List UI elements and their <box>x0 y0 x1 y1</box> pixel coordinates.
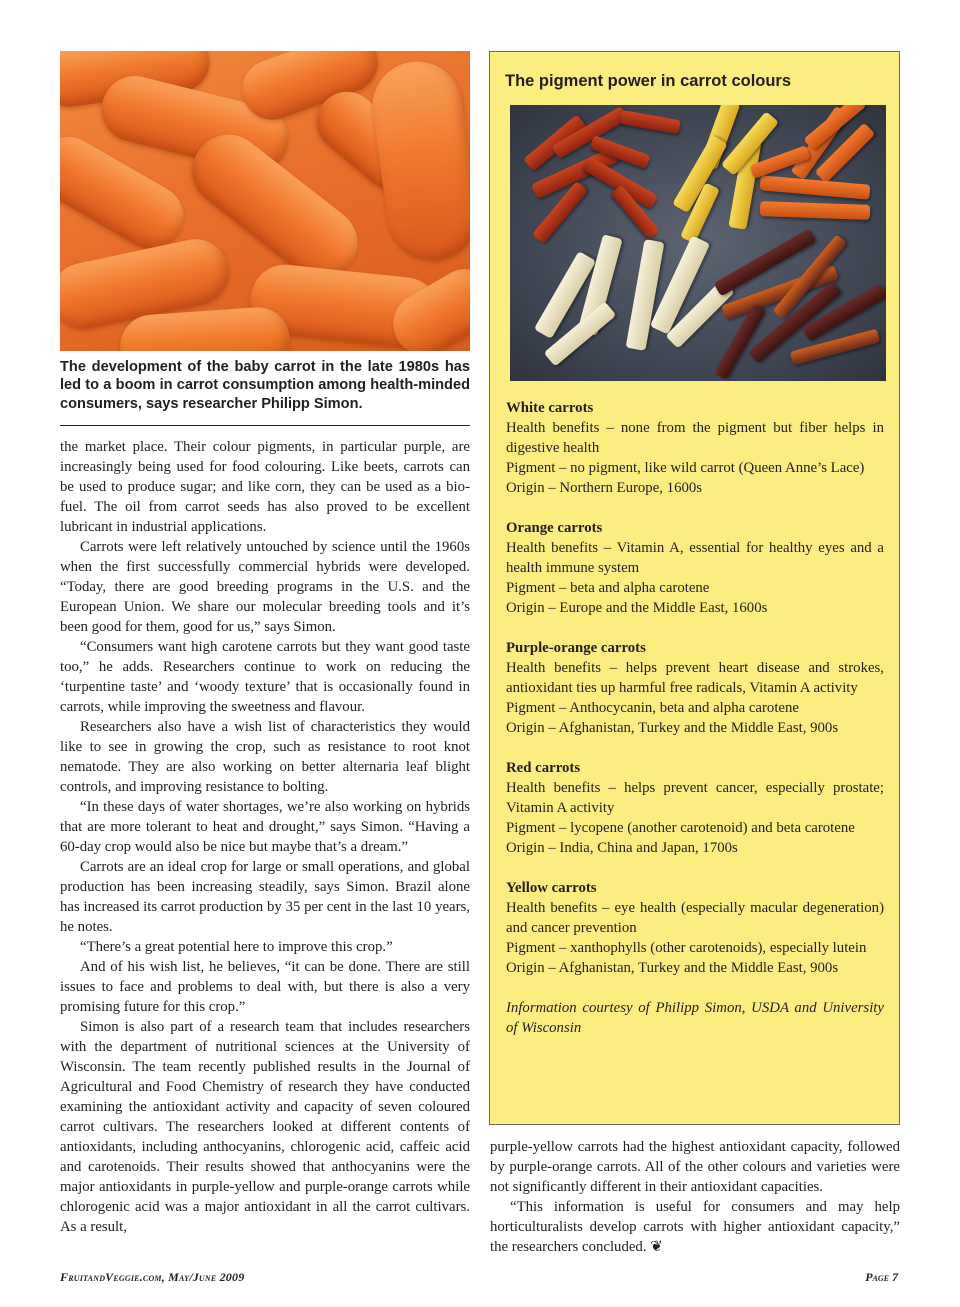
paragraph: purple-yellow carrots had the highest antioxidant capacity, followed by purple-orange carrots. All of the other colours and varieties were not significantly different in their antioxidant capacities. <box>490 1139 900 1195</box>
section-title: Purple-orange carrots <box>506 640 646 656</box>
paragraph: Carrots are an ideal crop for large or small operations, and global production has been increasing steadily, says Simon. Brazil alone has increased its carrot production by 35 per cent in the last 10 years, he notes. <box>60 859 470 935</box>
section-title: Red carrots <box>506 760 581 776</box>
caption-divider <box>60 425 470 426</box>
origin: Origin – Afghanistan, Turkey and the Middle East, 900s <box>506 960 839 976</box>
paragraph: Simon is also part of a research team that includes researchers with the department of nutritional sciences at the University of Wisconsin. The team recently published results in the Journal of Agricultural and Food Chemistry of research they have conducted examining the antioxidant activity and capacity of seven coloured carrot cultivars. The researchers looked at different contents of antioxidants, including anthocyanins, chlorogenic acid, caffeic acid and carotenoids. Their results showed that anthocyanins were the major antioxidants in purple-yellow and purple-orange carrots while chlorogenic acid was a major antioxidant in all the carrot cultivars. As a result, <box>60 1019 470 1235</box>
pigment: Pigment – lycopene (another carotenoid) and beta carotene <box>506 820 855 836</box>
section-purple-orange-carrots <box>506 638 884 738</box>
paragraph: “Consumers want high carotene carrots but they want good taste too,” he adds. Researchers continue to work on reducing the ‘turpentine taste’ and ‘woody texture’ that is occasionally found in carrots, while improving the sweetness and flavour. <box>60 639 470 715</box>
section-title: Yellow carrots <box>506 880 597 896</box>
health-benefits: Health benefits – Vitamin A, essential for healthy eyes and a health immune system <box>506 540 884 576</box>
article-left-column <box>60 437 470 1237</box>
sidebar-body <box>506 398 884 1038</box>
paragraph: “This information is useful for consumers and may help horticulturalists develop carrots with higher antioxidant capacity,” the researchers concluded. ❦ <box>490 1199 900 1255</box>
page-number: Page 7 <box>865 1270 898 1284</box>
pigment: Pigment – xanthophylls (other carotenoids), especially lutein <box>506 940 867 956</box>
paragraph: “In these days of water shortages, we’re also working on hybrids that are more tolerant to heat and drought,” says Simon. “Having a 60-day crop would also be nice but maybe that’s a dream.” <box>60 799 470 855</box>
health-benefits: Health benefits – helps prevent cancer, especially prostate; Vitamin A activity <box>506 780 884 816</box>
paragraph: And of his wish list, he believes, “it can be done. There are still issues to face and problems to deal with, but there is also a very promising future for this crop.” <box>60 959 470 1015</box>
paragraph: Carrots were left relatively untouched by science until the 1960s when the first successfully commercial hybrids were developed. “Today, there are good breeding programs in the U.S. and the European Union. We share our molecular breeding tools and it’s been good for them, good for us,” says Simon. <box>60 539 470 635</box>
pigment: Pigment – beta and alpha carotene <box>506 580 710 596</box>
photo-caption: The development of the baby carrot in the late 1980s has led to a boom in carrot consumption among health-minded consumers, says researcher Philipp Simon. <box>60 359 470 412</box>
paragraph: Researchers also have a wish list of characteristics they would like to see in growing the crop, such as resistance to root knot nematode. They are also working on better alternaria leaf blight controls, and improving resistance to bolting. <box>60 719 470 795</box>
coloured-carrots-photo <box>510 105 886 381</box>
section-red-carrots <box>506 758 884 858</box>
paragraph: “There’s a great potential here to improve this crop.” <box>80 939 393 955</box>
section-title: White carrots <box>506 400 594 416</box>
section-title: Orange carrots <box>506 520 603 536</box>
section-yellow-carrots <box>506 878 884 978</box>
pigment: Pigment – Anthocycanin, beta and alpha carotene <box>506 700 799 716</box>
info-credit: Information courtesy of Philipp Simon, USDA and University of Wisconsin <box>506 1000 884 1036</box>
health-benefits: Health benefits – eye health (especially macular degeneration) and cancer prevention <box>506 900 884 936</box>
origin: Origin – Northern Europe, 1600s <box>506 480 703 496</box>
sidebar-title: The pigment power in carrot colours <box>505 72 792 90</box>
health-benefits: Health benefits – helps prevent heart disease and strokes, antioxidant ties up harmful free radicals, Vitamin A activity <box>506 660 884 696</box>
health-benefits: Health benefits – none from the pigment but fiber helps in digestive health <box>506 420 884 456</box>
baby-carrots-photo <box>60 51 470 351</box>
article-right-column <box>490 1137 900 1257</box>
origin: Origin – India, China and Japan, 1700s <box>506 840 738 856</box>
origin: Origin – Afghanistan, Turkey and the Middle East, 900s <box>506 720 839 736</box>
origin: Origin – Europe and the Middle East, 1600s <box>506 600 768 616</box>
section-white-carrots <box>506 398 884 498</box>
pigment: Pigment – no pigment, like wild carrot (Queen Anne’s Lace) <box>506 460 865 476</box>
paragraph: the market place. Their colour pigments, in particular purple, are increasingly being used for food colouring. Like beets, carrots can be used to produce sugar; and like corn, they can be used as a bio-fuel. The oil from carrot seeds has also proved to be excellent lubricant in industrial applications. <box>60 439 470 535</box>
footer-publication: FruitandVeggie.com, May/June 2009 <box>60 1270 245 1284</box>
pigment-sidebar <box>489 51 900 1125</box>
section-orange-carrots <box>506 518 884 618</box>
